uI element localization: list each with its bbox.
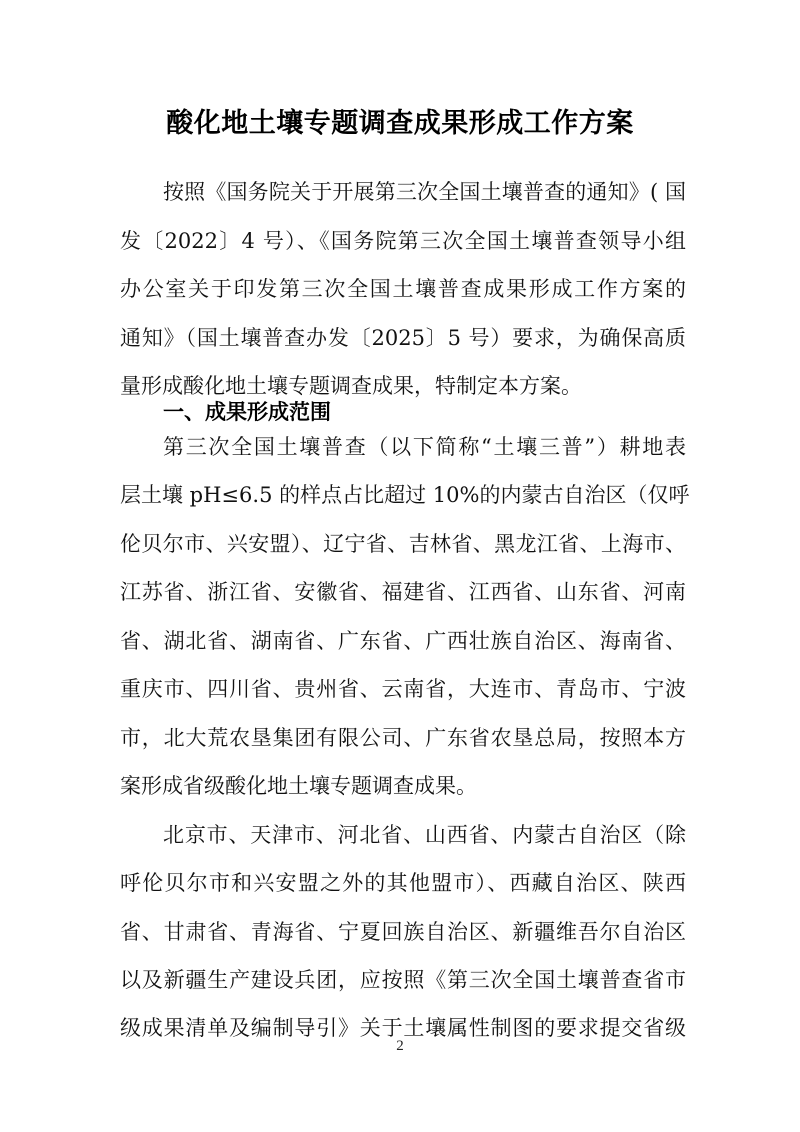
section-1-paragraph-2-line-3: 省、甘肃省、青海省、宁夏回族自治区、新疆维吾尔自治区 xyxy=(120,920,686,944)
section-1-paragraph-1-line-1: 第三次全国土壤普查（以下简称“土壤三普”）耕地表 xyxy=(163,435,686,459)
section-1-paragraph-1-line-5: 省、湖北省、湖南省、广东省、广西壮族自治区、海南省、 xyxy=(120,629,686,653)
section-1-paragraph-2-line-2: 呼伦贝尔市和兴安盟之外的其他盟市）、西藏自治区、陕西 xyxy=(120,871,686,895)
document-title: 酸化地土壤专题调查成果形成工作方案 xyxy=(166,108,634,139)
section-1-paragraph-1-line-3: 伦贝尔市、兴安盟）、辽宁省、吉林省、黑龙江省、上海市、 xyxy=(120,532,686,556)
paragraph-1-line-5: 量形成酸化地土壤专题调查成果，特制定本方案。 xyxy=(120,374,582,398)
section-1-paragraph-1-line-7: 市，北大荒农垦集团有限公司、广东省农垦总局，按照本方 xyxy=(120,726,686,750)
section-1-paragraph-1-line-8: 案形成省级酸化地土壤专题调查成果。 xyxy=(120,774,477,798)
section-1-paragraph-1-line-6: 重庆市、四川省、贵州省、云南省，大连市、青岛市、宁波 xyxy=(120,677,686,701)
page-number: 2 xyxy=(396,1038,404,1054)
paragraph-1-line-2: 发〔2022〕4 号）、《国务院第三次全国土壤普查领导小组 xyxy=(120,229,686,253)
section-1-heading: 一、成果形成范围 xyxy=(163,400,331,424)
paragraph-1-line-1: 按照《国务院关于开展第三次全国土壤普查的通知》( 国 xyxy=(163,180,686,204)
section-1-paragraph-2-line-4: 以及新疆生产建设兵团，应按照《第三次全国土壤普查省市 xyxy=(120,968,686,992)
paragraph-1-line-3: 办公室关于印发第三次全国土壤普查成果形成工作方案的 xyxy=(120,277,686,301)
section-1-paragraph-2-line-5: 级成果清单及编制导引》关于土壤属性制图的要求提交省级 xyxy=(120,1016,686,1040)
section-1-paragraph-2-line-1: 北京市、天津市、河北省、山西省、内蒙古自治区（除 xyxy=(163,823,686,847)
paragraph-1-line-4: 通知》（国土壤普查办发〔2025〕5 号）要求，为确保高质 xyxy=(120,326,686,350)
section-1-paragraph-1-line-4: 江苏省、浙江省、安徽省、福建省、江西省、山东省、河南 xyxy=(120,580,686,604)
section-1-paragraph-1-line-2: 层土壤 pH≤6.5 的样点占比超过 10%的内蒙古自治区（仅呼 xyxy=(120,483,690,507)
